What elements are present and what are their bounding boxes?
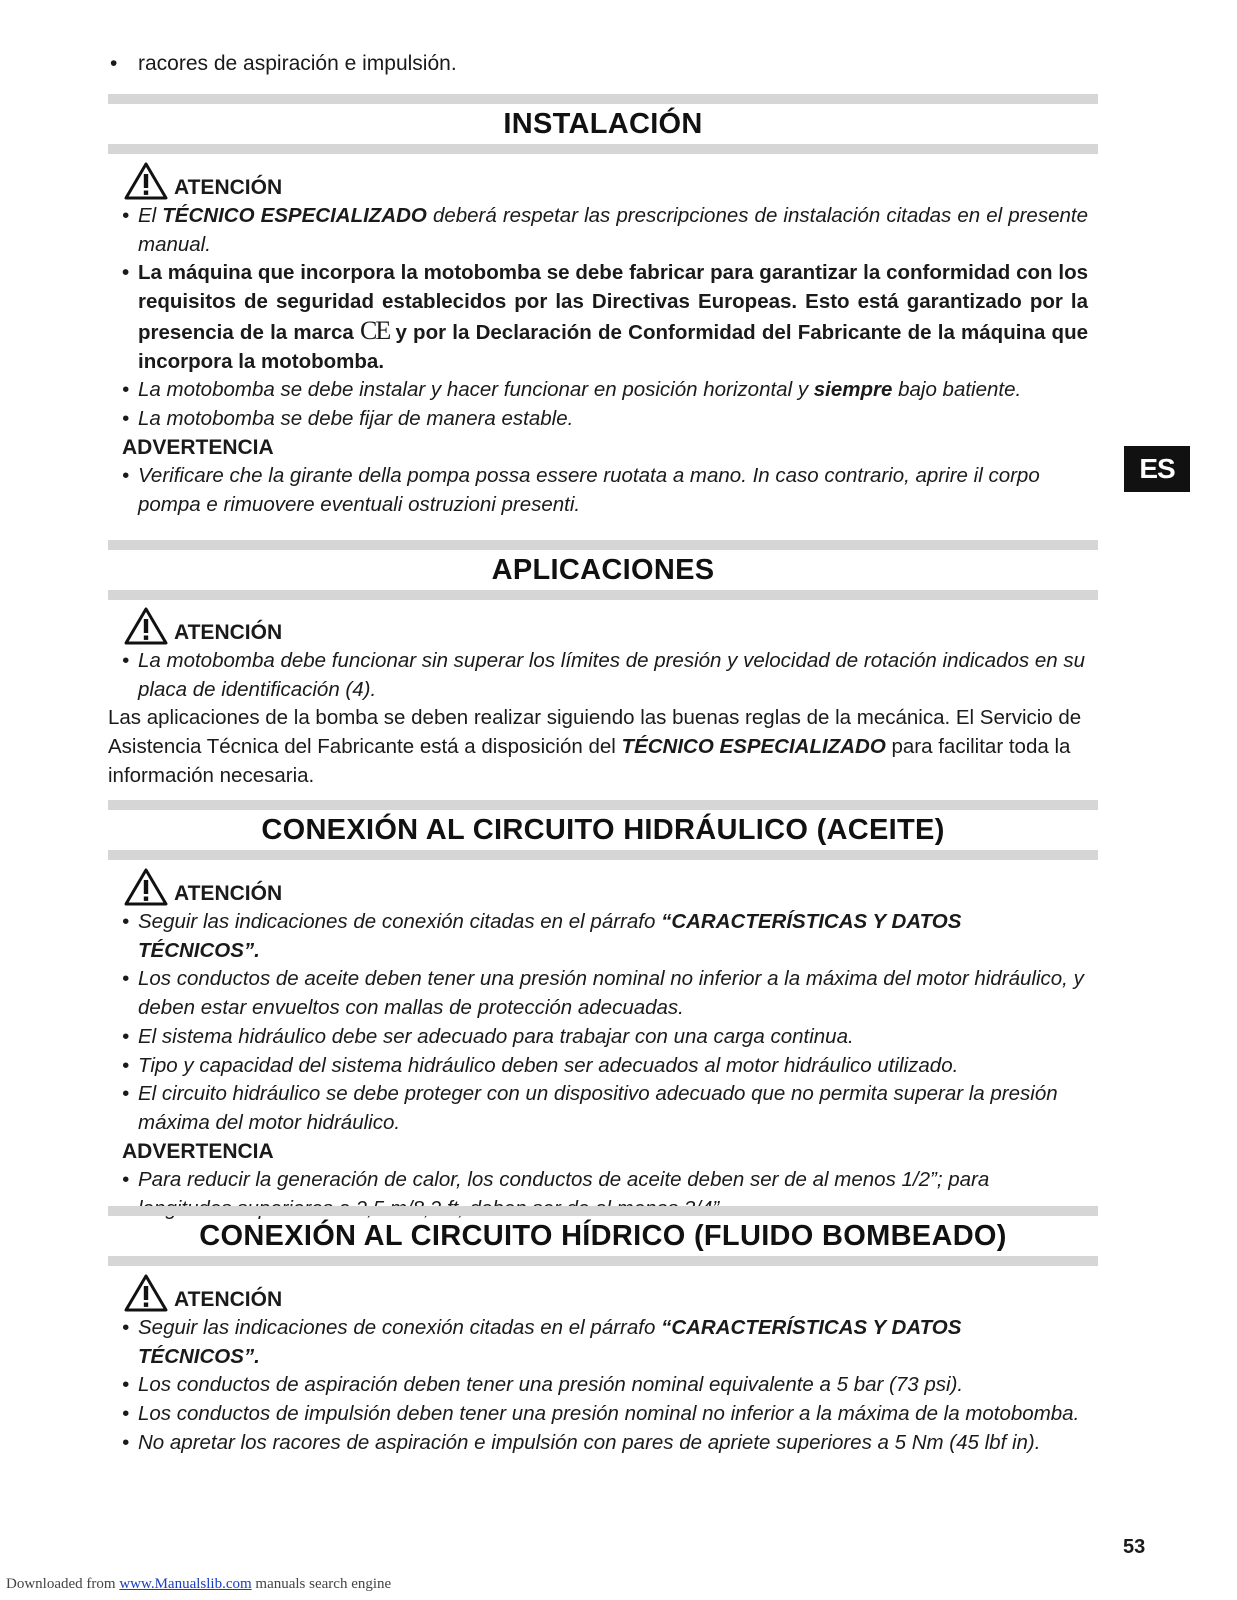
- list-item: [108, 1314, 1088, 1371]
- attention-heading: [124, 1274, 1088, 1312]
- list-item: [108, 1023, 1088, 1052]
- section-title-instalacion: INSTALACIÓN: [503, 108, 703, 140]
- warning-triangle-icon: [124, 162, 168, 200]
- section-title-hidrico: CONEXIÓN AL CIRCUITO HÍDRICO (FLUIDO BOMBEADO): [199, 1220, 1007, 1252]
- bullet-glyph: •: [122, 1082, 130, 1106]
- bullet-glyph: •: [122, 464, 130, 488]
- list-item: [108, 376, 1088, 405]
- item-text: deberá respetar las prescripciones de instalación citadas en el presente manual.: [138, 204, 1088, 256]
- ce-mark: CE: [360, 315, 390, 345]
- item-text: Para reducir la generación de calor, los conductos de aceite deben ser de al menos 1/2”; para: [138, 1168, 990, 1192]
- section-title-hidraulico: CONEXIÓN AL CIRCUITO HIDRÁULICO (ACEITE): [261, 814, 945, 846]
- item-text: Los conductos de aceite deben tener una presión nominal no inferior a la máxima del motor hidráulico, y deben estar envueltos con mallas de protección adecuadas.: [138, 967, 1084, 1020]
- item-emphasis: siempre: [813, 378, 893, 402]
- bullet-glyph: •: [122, 204, 130, 227]
- item-text: y por la Declaración de Conformidad del Fabricante de la máquina que incorpora la motobomba.: [138, 320, 1089, 373]
- item-text: Seguir las indicaciones de conexión citadas en el párrafo: [138, 1316, 662, 1339]
- section-top-rule: [108, 540, 1098, 550]
- section-top-rule: [108, 800, 1098, 810]
- warning-triangle-icon: [124, 868, 168, 906]
- item-text: bajo batiente.: [892, 378, 1022, 402]
- bullet-glyph: •: [122, 261, 130, 285]
- section-bottom-rule: [108, 1256, 1098, 1266]
- body-paragraph: [108, 704, 1088, 790]
- section-header-hidraulico: [108, 800, 1098, 860]
- item-text: El sistema hidráulico debe ser adecuado para trabajar con una carga continua.: [138, 1024, 854, 1048]
- item-text: El circuito hidráulico se debe proteger con un dispositivo adecuado que no permita superar la presión máxima del motor hidráulico.: [138, 1082, 1058, 1134]
- bullet-glyph: •: [122, 1053, 130, 1077]
- instalacion-content: [108, 162, 1088, 520]
- warning-heading: ADVERTENCIA: [122, 1139, 274, 1163]
- bullet-glyph: •: [122, 378, 130, 402]
- hidraulico-content: [108, 868, 1088, 1224]
- attention-heading: [124, 607, 1088, 645]
- list-item: [108, 1080, 1088, 1137]
- item-text: Tipo y capacidad del sistema hidráulico deben ser adecuados al motor hidráulico utilizado.: [138, 1053, 959, 1077]
- item-text: La máquina que incorpora la motobomba se debe fabricar para garantizar la conformidad con los requisitos de seguridad establecidos por las Directivas Europeas. Esto está garantizado por la presencia de la marca: [138, 261, 1088, 344]
- section-bottom-rule: [108, 590, 1098, 600]
- attention-label: ATENCIÓN: [174, 1288, 283, 1311]
- list-item: [108, 462, 1088, 519]
- list-item: [108, 1400, 1088, 1429]
- item-text: El: [138, 204, 163, 227]
- attention-label: ATENCIÓN: [174, 621, 283, 644]
- paragraph-text: para facilitar toda la información necesaria.: [108, 735, 1071, 787]
- section-header-aplicaciones: [108, 540, 1098, 600]
- section-bottom-rule: [108, 144, 1098, 154]
- list-item: [108, 908, 1088, 965]
- list-item: [108, 259, 1088, 376]
- footer-suffix: manuals search engine: [251, 1576, 392, 1592]
- item-emphasis: “CARACTERÍSTICAS Y DATOS TÉCNICOS”.: [138, 1316, 962, 1368]
- item-text: Verificare che la girante della pompa possa essere ruotata a mano. In caso contrario, aprire il corpo pompa e rimuovere eventuali ostruzioni presenti.: [138, 464, 1040, 517]
- item-text: La motobomba se debe fijar de manera estable.: [138, 406, 574, 430]
- section-header-instalacion: [108, 94, 1098, 154]
- warning-heading: ADVERTENCIA: [122, 435, 274, 459]
- attention-heading: [124, 868, 1088, 906]
- list-item: [108, 202, 1088, 259]
- item-text: Los conductos de aspiración deben tener una presión nominal equivalente a 5 bar (73 psi).: [138, 1373, 964, 1397]
- attention-heading: [124, 162, 1088, 200]
- bullet-glyph: •: [122, 1402, 130, 1426]
- list-item: [108, 1371, 1088, 1400]
- language-tab: ES: [1124, 446, 1190, 492]
- section-header-hidrico: [108, 1206, 1098, 1266]
- list-item: [108, 1052, 1088, 1081]
- bullet-glyph: •: [110, 52, 118, 75]
- footer-prefix: Downloaded from: [6, 1576, 120, 1592]
- bullet-glyph: •: [122, 1373, 130, 1397]
- list-item: [108, 647, 1088, 704]
- paragraph-text: Las aplicaciones de la bomba se deben realizar siguiendo las buenas reglas de la mecánica. El Servicio de Asistencia Técnica del Fabricante está a disposición del: [108, 706, 1082, 759]
- paragraph-emphasis: TÉCNICO ESPECIALIZADO: [621, 735, 886, 759]
- warning-triangle-icon: [124, 607, 168, 645]
- intro-bullet-item: [110, 50, 457, 78]
- download-footer: [6, 1576, 391, 1593]
- item-emphasis: “CARACTERÍSTICAS Y DATOS TÉCNICOS”.: [138, 910, 962, 962]
- hidrico-content: [108, 1274, 1088, 1458]
- footer-link[interactable]: www.Manualslib.com: [119, 1576, 252, 1592]
- list-item: [108, 965, 1088, 1022]
- warning-triangle-icon: [124, 1274, 168, 1312]
- section-top-rule: [108, 94, 1098, 104]
- intro-bullet-text: racores de aspiración e impulsión.: [138, 52, 457, 75]
- page-number: 53: [1123, 1536, 1146, 1558]
- item-text: No apretar los racores de aspiración e impulsión con pares de apriete superiores a 5 Nm (45 lbf in).: [138, 1430, 1041, 1454]
- bullet-glyph: •: [122, 1430, 130, 1454]
- item-text: La motobomba debe funcionar sin superar los límites de presión y velocidad de rotación indicados en su placa de identificación (4).: [138, 649, 1085, 701]
- aplicaciones-content: [108, 607, 1088, 791]
- attention-label: ATENCIÓN: [174, 176, 283, 199]
- bullet-glyph: •: [122, 1168, 130, 1192]
- item-text: La motobomba se debe instalar y hacer funcionar en posición horizontal y: [138, 378, 814, 402]
- attention-label: ATENCIÓN: [174, 882, 283, 905]
- bullet-glyph: •: [122, 406, 130, 430]
- bullet-glyph: •: [122, 1316, 130, 1339]
- section-bottom-rule: [108, 850, 1098, 860]
- item-emphasis: TÉCNICO ESPECIALIZADO: [162, 204, 427, 227]
- item-text: Los conductos de impulsión deben tener una presión nominal no inferior a la máxima de la motobomba.: [138, 1402, 1080, 1426]
- bullet-glyph: •: [122, 910, 130, 933]
- list-item: [108, 405, 1088, 434]
- bullet-glyph: •: [122, 967, 130, 991]
- bullet-glyph: •: [122, 649, 130, 672]
- item-text: Seguir las indicaciones de conexión citadas en el párrafo: [138, 910, 662, 933]
- section-title-aplicaciones: APLICACIONES: [491, 554, 715, 586]
- bullet-glyph: •: [122, 1024, 130, 1048]
- list-item: [108, 1429, 1088, 1458]
- section-top-rule: [108, 1206, 1098, 1216]
